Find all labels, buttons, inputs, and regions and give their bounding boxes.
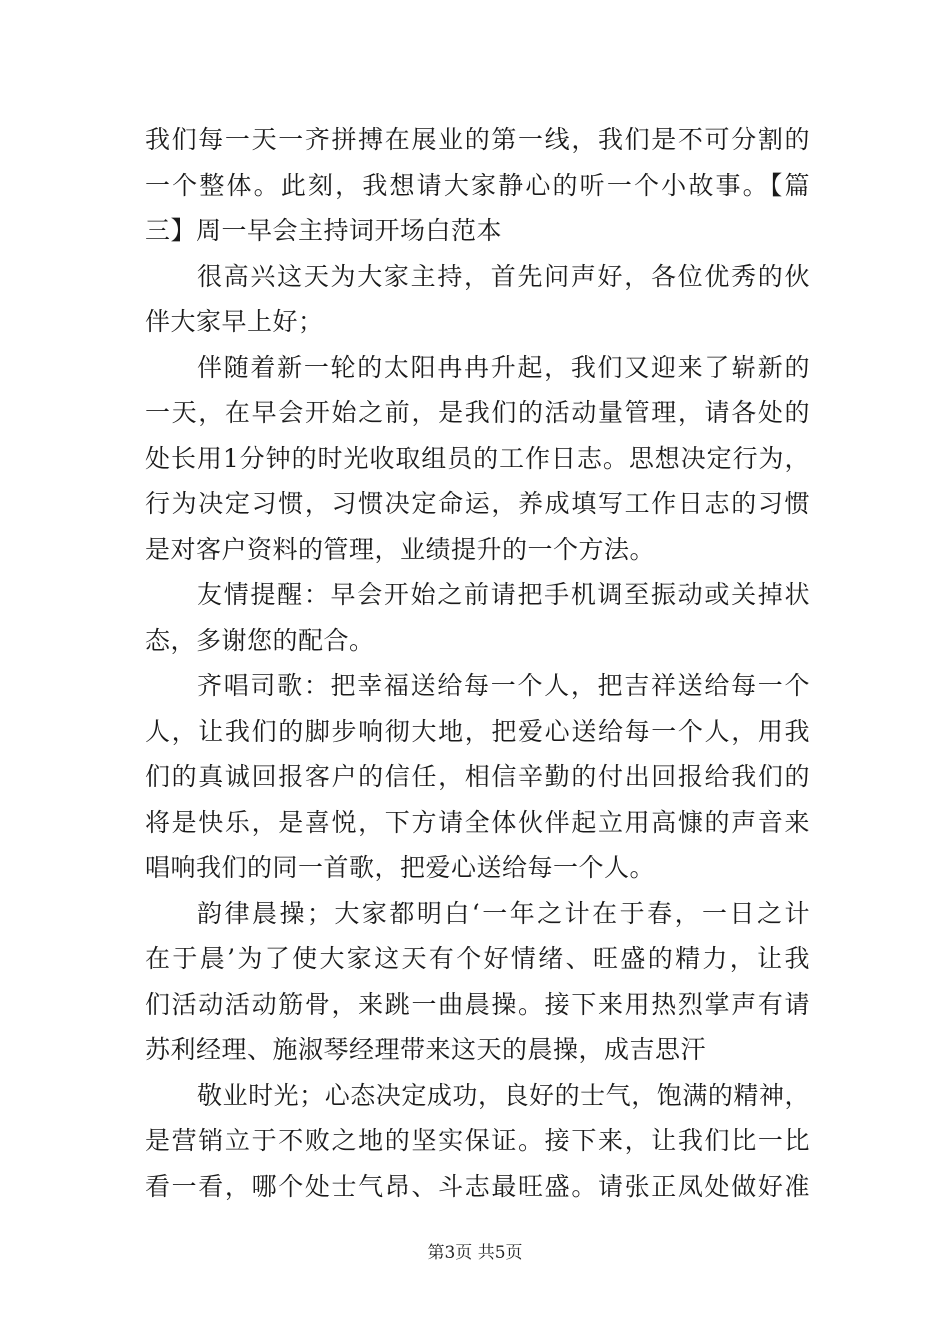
text-line: 看一看，哪个处士气昂、斗志最旺盛。请张正凤处做好准 — [145, 1171, 810, 1201]
text-line: 唱响我们的同一首歌，把爱心送给每一个人。 — [145, 853, 656, 882]
text-line: 齐唱司歌：把幸福送给每一个人，把吉祥送给每一个 — [197, 671, 810, 700]
text-line: 很高兴这天为大家主持，首先问声好，各位优秀的伙 — [197, 261, 810, 291]
text-line: 三】周一早会主持词开场白范本 — [145, 216, 503, 245]
text-line: 友情提醒：早会开始之前请把手机调至振动或关掉状 — [197, 580, 810, 609]
text-line: 人，让我们的脚步响彻大地，把爱心送给每一个人，用我 — [145, 716, 810, 746]
text-line: 我们每一天一齐拼搏在展业的第一线，我们是不可分割的 — [145, 125, 810, 154]
page-number-footer: 第3页 共5页 — [427, 1243, 523, 1263]
text-line: 是营销立于不败之地的坚实保证。接下来，让我们比一比 — [145, 1126, 810, 1155]
text-line: 在于晨’为了使大家这天有个好情绪、旺盛的精力，让我 — [145, 944, 810, 973]
text-line: 态，多谢您的配合。 — [145, 625, 375, 655]
text-line: 将是快乐，是喜悦，下方请全体伙伴起立用高慷的声音来 — [145, 807, 810, 837]
text-line: 们活动活动筋骨，来跳一曲晨操。接下来用热烈掌声有请 — [145, 989, 810, 1019]
text-line: 苏利经理、施淑琴经理带来这天的晨操，成吉思汗 — [145, 1035, 707, 1064]
text-line: 一天，在早会开始之前，是我们的活动量管理，请各处的 — [145, 398, 810, 427]
text-line: 韵律晨操；大家都明白‘一年之计在于春，一日之计 — [197, 898, 810, 928]
text-line: 敬业时光；心态决定成功，良好的士气，饱满的精神， — [197, 1080, 810, 1110]
text-line: 们的真诚回报客户的信任，相信辛勤的付出回报给我们的 — [145, 762, 810, 791]
text-line: 处长用1分钟的时光收取组员的工作日志。思想决定行为， — [145, 443, 810, 473]
text-line: 是对客户资料的管理，业绩提升的一个方法。 — [145, 534, 656, 564]
text-line: 一个整体。此刻，我想请大家静心的听一个小故事。【篇 — [145, 170, 810, 200]
text-line: 行为决定习惯，习惯决定命运，养成填写工作日志的习惯 — [145, 489, 810, 518]
text-line: 伴大家早上好； — [145, 307, 324, 336]
document-body — [145, 117, 810, 1209]
text-line: 伴随着新一轮的太阳冉冉升起，我们又迎来了崭新的 — [197, 352, 810, 382]
